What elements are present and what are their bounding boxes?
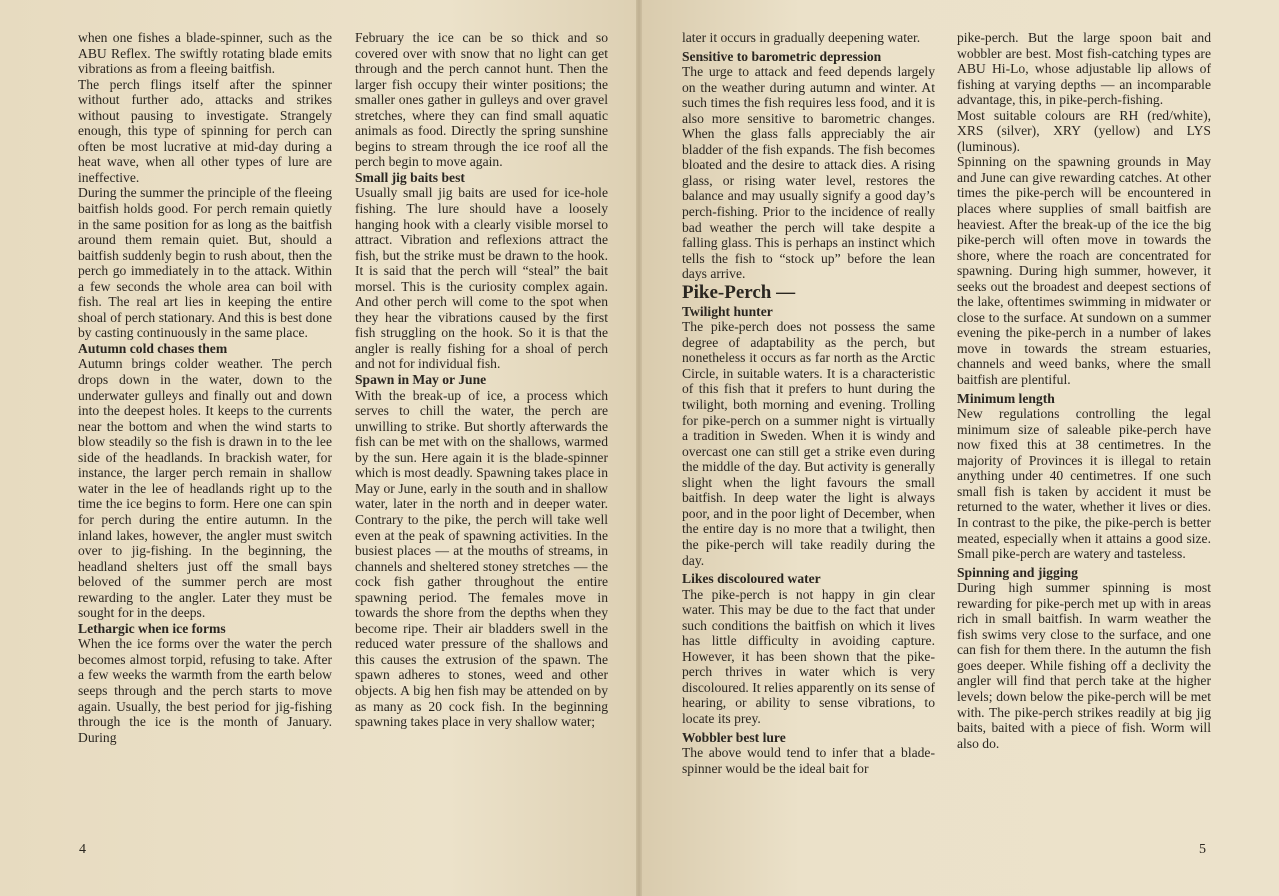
paragraph: Usually small jig baits are used for ice-hole fishing. The lure should have a loosely hanging hook with a clearly visible morsel to attract. Vibration and reflexions attract the fish, but the strike must be drawn to the hook. It is said that the perch will “steal” the bait morsel. This is the curiosity complex again. And other perch will come to the spot when they hear the vibrations caused by the first fish struggling on the hook. So it is that the angler is really fishing for a shoal of perch and not for individual fish. [355, 185, 608, 372]
page-number-left: 4 [79, 842, 86, 857]
paragraph: Most suitable colours are RH (red/white), XRS (silver), XRY (yellow) and LYS (luminous). [957, 107, 1211, 154]
column-4 [957, 30, 1211, 751]
paragraph: During high summer spinning is most rewarding for pike-perch met up with in areas rich in small baitfish. In warm weather the fish swims very close to the surface, and one can fish for them there. In the autumn the fish goes deeper. While fishing off a declivity the angler will find that perch take at the higher levels; down below the pike-perch will be met with. The pike-perch strikes readily at big jig baits, baited with a piece of fish. Worm will also do. [957, 580, 1211, 751]
section-heading: Spinning and jigging [957, 564, 1078, 580]
column-1 [78, 30, 332, 745]
chapter-title: Pike-Perch — [682, 281, 796, 303]
paragraph: With the break-up of ice, a process which serves to chill the water, the perch are unwilling to strike. But shortly afterwards the fish can be met with on the shallows, warmed by the sun. Here again it is the blade-spinner which is most deadly. Spawning takes place in May or June, early in the south and in shallow water, later in the north and in deeper water. Contrary to the pike, the perch will take well even at the peak of spawning activities. In the busiest places — at the mouths of streams, in channels and sheltered stoney stretches — the cock fish gather throughout the entire spawning period. The females move in towards the shore from the depths when they become ripe. Their air bladders swell in the reduced water pressure of the shallows and this causes the extrusion of the spawn. The spawn adheres to stones, weed and other objects. A big hen fish may be attended on by as many as 20 cock fish. In the beginning spawning takes place in very shallow water; [355, 387, 608, 730]
paragraph: During the summer the principle of the fleeing baitfish holds good. For perch remain quietly in the same position for as long as the baitfish around them remain quiet. But, should a baitfish suddenly begin to rush about, then the perch go immediately in to the attack. Within a few seconds the whole area can boil with fish. The real art lies in keeping the entire shoal of perch stationary. And this is best done by casting continuously in the same place. [78, 185, 332, 341]
section-heading: Sensitive to barometric depression [682, 48, 882, 64]
chapter-subtitle: Twilight hunter [682, 303, 773, 319]
section-heading: Spawn in May or June [355, 372, 487, 388]
section-heading: Minimum length [957, 390, 1055, 406]
paragraph: later it occurs in gradually deepening water. [682, 30, 921, 45]
page-number-right: 5 [1199, 842, 1206, 857]
paragraph: Spinning on the spawning grounds in May and June can give rewarding catches. At other times the pike-perch will be encountered in places where supplies of small baitfish are heaviest. After the break-up of the ice the big pike-perch will often move in towards the shore, where the roach are concentrated for spawning. During high summer, however, it seeks out the broadest and deepest sections of the lake, oftentimes swimming in midwater or close to the surface. At sundown on a summer evening the pike-perch in a number of lakes move in towards the stream estuaries, channels and weed banks, where the small baitfish are plentiful. [957, 154, 1211, 388]
paragraph: The urge to attack and feed depends largely on the weather during autumn and winter. At such times the fish requires less food, and it is also more sensitive to barometric changes. When the glass falls appreciably the air bladder of the fish expands. The fish becomes bloated and the desire to attack dies. A rising glass, or rising water level, restores the balance and may usually signify a good day’s perch-fishing. Prior to the incidence of really bad weather the perch will take despite a falling glass. This is perhaps an instinct which tells the fish to “stock up” before the lean days arrive. [682, 64, 935, 282]
paragraph: pike-perch. But the large spoon bait and wobbler are best. Most fish-catching types are ABU Hi-Lo, whose adjustable lip allows of fishing at varying depths — an incomparable advantage, this, in pike-perch-fishing. [957, 30, 1211, 108]
section-heading: Lethargic when ice forms [78, 620, 226, 636]
paragraph: when one fishes a blade-spinner, such as the ABU Reflex. The swiftly rotating blade emits vibrations as from a fleeing baitfish. [78, 30, 332, 77]
column-3 [682, 30, 935, 776]
section-heading: Autumn cold chases them [78, 340, 228, 356]
column-2 [355, 30, 608, 730]
paragraph: The pike-perch does not possess the same degree of adaptability as the perch, but nonetheless it occurs as far north as the Arctic Circle, in suitable waters. It is a characteristic of this fish that it prefers to hunt during the twilight, both morning and evening. Trolling for pike-perch on a summer night is virtually a tradition in Sweden. When it is windy and overcast one can still get a strike even during the middle of the day. But activity is generally slight when the light favours the small baitfish. In deep water the light is always poor, and in the poor light of December, when the entire day is no more that a twilight, then the pike-perch will take readily during the day. [682, 319, 935, 568]
paragraph: The pike-perch is not happy in gin clear water. This may be due to the fact that under such conditions the baitfish on which it lives has little difficulty in avoiding capture. However, it has been shown that the pike-perch thrives in water which is very discoloured. It relies apparently on its sense of hearing, or ability to sense vibrations, to locate its prey. [682, 586, 935, 726]
paragraph: February the ice can be so thick and so covered over with snow that no light can get through and the perch cannot hunt. Then the larger fish occupy their winter positions; the smaller ones gather in gulleys and over gravel stretches, where they can find small aquatic animals as food. Directly the spring sunshine begins to stream through the ice roof all the perch begin to move again. [355, 30, 608, 170]
section-heading: Likes discoloured water [682, 571, 821, 587]
section-heading: Wobbler best lure [682, 729, 786, 745]
paragraph: The perch flings itself after the spinner without further ado, attacks and strikes without pausing to investigate. Strangely enough, this type of spinning for perch can often be most lucrative at mid-day during a heat wave, when all other types of lure are ineffective. [78, 76, 332, 185]
section-heading: Small jig baits best [355, 169, 465, 185]
paragraph: Autumn brings colder weather. The perch drops down in the water, down to the underwater gulleys and finally out and down into the deepest holes. It keeps to the currents near the bottom and when the wind starts to blow steadily so the fish is drawn in to the lee side of the headlands. In brackish water, for instance, the larger perch remain in shallow water in the lee of headlands right up to the time the ice begins to form. Here one can spin for perch during the entire autumn. In the inland lakes, however, the angler must switch over to jig-fishing. In the beginning, the headland shelters just off the small bays beloved of the summer perch are most rewarding to the angler. Later they must be sought for in the deeps. [78, 356, 332, 621]
book-gutter [636, 0, 642, 896]
paragraph: The above would tend to infer that a blade-spinner would be the ideal bait for [682, 745, 935, 776]
paragraph: New regulations controlling the legal minimum size of saleable pike-perch have now fixed this at 38 centimetres. In the majority of Provinces it is illegal to retain anything under 40 centimetres. If one such small fish is taken by accident it must be returned to the water, whether it lives or dies. In contrast to the pike, the pike-perch is better meated, especially when it attains a good size. Small pike-perch are watery and tasteless. [957, 406, 1211, 562]
paragraph: When the ice forms over the water the perch becomes almost torpid, refusing to take. After a few weeks the warmth from the earth below seeps through and the perch starts to move again. Usually, the best period for jig-fishing through the ice is the month of January. During [78, 636, 332, 745]
